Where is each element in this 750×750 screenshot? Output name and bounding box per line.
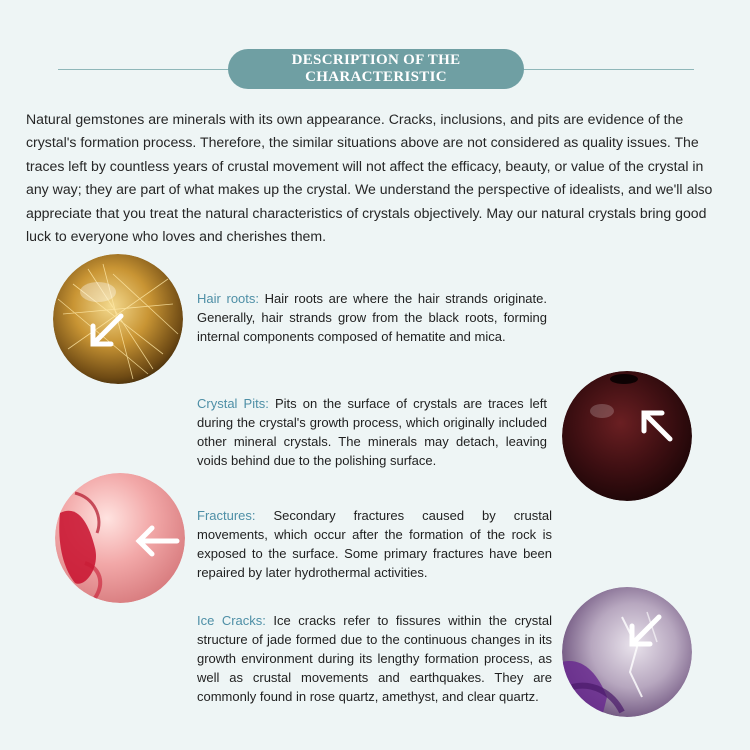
fractures-term: Fractures: [197, 508, 256, 523]
fractures-text: Secondary fractures caused by crustal movements, which occur after the formation of the rock is exposed to the surface. Some primary fractures have been repaired by later hydrothermal activities. [197, 508, 552, 580]
fractures-description [197, 506, 552, 582]
ice-cracks-description [197, 611, 552, 706]
strawberry-quartz-bead-image [55, 473, 185, 603]
intro-paragraph: Natural gemstones are minerals with its own appearance. Cracks, inclusions, and pits are evidence of the crystal's formation process. Therefore, the similar situations above are not considered as quality issues. The traces left by countless years of crustal movement will not affect the efficacy, beauty, or value of the crystal in any way; they are part of what makes up the crystal. We understand the perspective of idealists, and we'll also appreciate that you treat the natural characteristics of crystals objectively. May our natural crystals bring good luck to everyone who loves and cherishes them. [26, 111, 713, 245]
section-title-banner [228, 49, 524, 89]
crystal-pits-term: Crystal Pits: [197, 396, 269, 411]
section-title: DESCRIPTION OF THE CHARACTERISTIC [291, 52, 461, 85]
hair-roots-text: Hair roots are where the hair strands originate. Generally, hair strands grow from the black roots, forming internal components composed of hematite and mica. [197, 291, 547, 344]
crystal-pits-text: Pits on the surface of crystals are traces left during the crystal's growth process, which originally included other mineral crystals. The minerals may detach, leaving voids behind due to the polishing surface. [197, 396, 548, 468]
ice-cracks-term: Ice Cracks: [197, 613, 266, 628]
hair-roots-term: Hair roots: [197, 291, 259, 306]
rutilated-quartz-bead-image [53, 254, 183, 384]
crystal-pits-description [197, 394, 547, 470]
hair-roots-description [197, 289, 547, 346]
amethyst-bead-image [562, 587, 692, 717]
ice-cracks-text: Ice cracks refer to fissures within the crystal structure of jade formed due to the continuous changes in its growth environment during its lengthy formation process, as well as crustal movements and earthquakes. They are commonly found in rose quartz, amethyst, and clear quartz. [197, 613, 552, 704]
garnet-bead-image [562, 371, 692, 501]
